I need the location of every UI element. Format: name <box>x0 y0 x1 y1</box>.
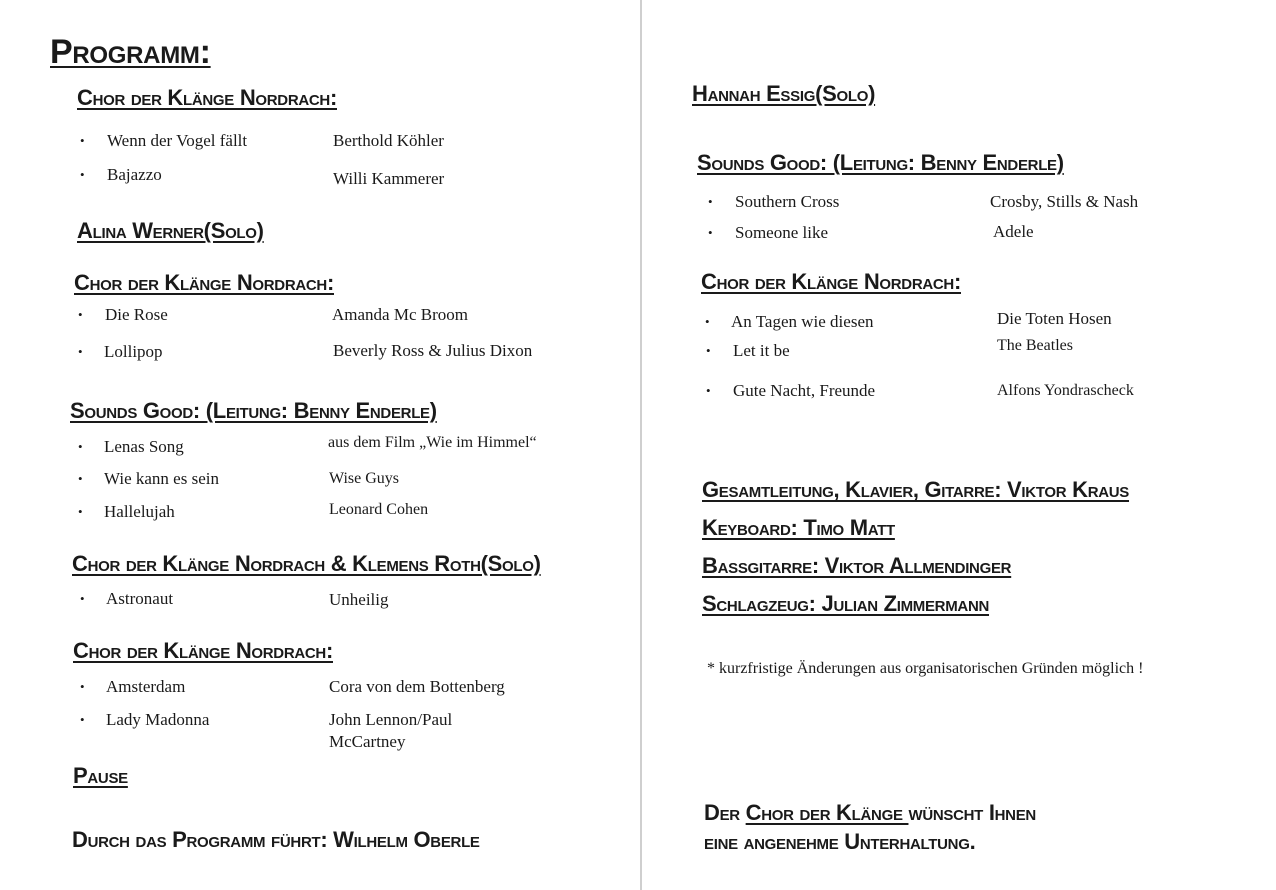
song-title: An Tagen wie diesen <box>731 312 874 331</box>
closing-post: wünscht Ihnen <box>908 800 1036 825</box>
song-artist: aus dem Film „Wie im Himmel“ <box>328 434 537 451</box>
song-artist: Die Toten Hosen <box>997 309 1112 328</box>
song-artist: Beverly Ross & Julius Dixon <box>333 341 533 360</box>
bullet: • <box>78 471 83 486</box>
song-artist: Berthold Köhler <box>333 131 444 150</box>
song-title: Wie kann es sein <box>104 469 219 488</box>
song-artist: Leonard Cohen <box>329 501 429 518</box>
song-title: Bajazzo <box>107 165 162 184</box>
song-title: Lollipop <box>104 342 163 361</box>
bullet: • <box>708 225 713 240</box>
block6-heading: Sounds Good: (Leitung: Benny Enderle) <box>697 150 1064 175</box>
song-title: Astronaut <box>106 589 174 608</box>
page-divider <box>640 0 642 890</box>
bullet: • <box>80 679 85 694</box>
song-title: Amsterdam <box>106 677 186 696</box>
song-title: Die Rose <box>105 305 168 324</box>
closing-pre: Der <box>704 800 746 825</box>
bullet: • <box>705 314 710 329</box>
closing-line-2: eine angenehme Unterhaltung. <box>704 829 976 854</box>
song-artist: Alfons Yondrascheck <box>997 382 1134 399</box>
block2-heading: Chor der Klänge Nordrach: <box>74 270 334 295</box>
host-line: Durch das Programm führt: Wilhelm Oberle <box>72 827 480 852</box>
credit-line: Gesamtleitung, Klavier, Gitarre: Viktor Kraus <box>702 477 1130 502</box>
closing-choir-name: Chor der Klänge <box>745 800 909 825</box>
block5-heading: Chor der Klänge Nordrach: <box>73 638 333 663</box>
song-title: Wenn der Vogel fällt <box>107 131 248 150</box>
song-artist: Wise Guys <box>329 470 400 487</box>
song-artist-continued: McCartney <box>329 732 406 751</box>
song-artist: Amanda Mc Broom <box>332 305 468 324</box>
credit-line: Keyboard: Timo Matt <box>702 515 895 540</box>
bullet: • <box>78 504 83 519</box>
song-title: Hallelujah <box>104 502 175 521</box>
bullet: • <box>80 712 85 727</box>
bullet: • <box>78 344 83 359</box>
song-artist: The Beatles <box>997 337 1073 354</box>
song-title: Lenas Song <box>104 437 184 456</box>
bullet: • <box>80 591 85 606</box>
changes-note: * kurzfristige Änderungen aus organisatorischen Gründen möglich ! <box>707 660 1144 677</box>
bullet: • <box>80 133 85 148</box>
song-title: Let it be <box>733 341 790 360</box>
bullet: • <box>708 194 713 209</box>
block3-heading: Sounds Good: (Leitung: Benny Enderle) <box>70 398 437 423</box>
bullet: • <box>78 439 83 454</box>
song-title: Southern Cross <box>735 192 840 211</box>
block1-heading: Chor der Klänge Nordrach: <box>77 85 337 110</box>
bullet: • <box>78 307 83 322</box>
bullet: • <box>706 343 711 358</box>
song-artist: Crosby, Stills & Nash <box>990 192 1139 211</box>
song-title: Gute Nacht, Freunde <box>733 381 876 400</box>
song-artist: John Lennon/Paul <box>329 710 453 729</box>
pause-heading: Pause <box>73 763 128 788</box>
solo1-heading: Alina Werner(Solo) <box>77 218 264 243</box>
closing-line-1 <box>704 800 1036 826</box>
block7-heading: Chor der Klänge Nordrach: <box>701 269 961 294</box>
song-title: Lady Madonna <box>106 710 210 729</box>
song-artist: Unheilig <box>329 590 389 609</box>
song-title: Someone like <box>735 223 829 242</box>
credit-line: Schlagzeug: Julian Zimmermann <box>702 591 990 616</box>
song-artist: Willi Kammerer <box>333 169 445 188</box>
block4-heading: Chor der Klänge Nordrach & Klemens Roth(Solo) <box>72 551 541 576</box>
song-artist: Cora von dem Bottenberg <box>329 677 505 696</box>
program-title: Programm: <box>50 33 211 71</box>
song-artist: Adele <box>993 222 1034 241</box>
credit-line: Bassgitarre: Viktor Allmendinger <box>702 553 1012 578</box>
bullet: • <box>706 383 711 398</box>
bullet: • <box>80 167 85 182</box>
solo2-heading: Hannah Essig(Solo) <box>692 81 876 106</box>
